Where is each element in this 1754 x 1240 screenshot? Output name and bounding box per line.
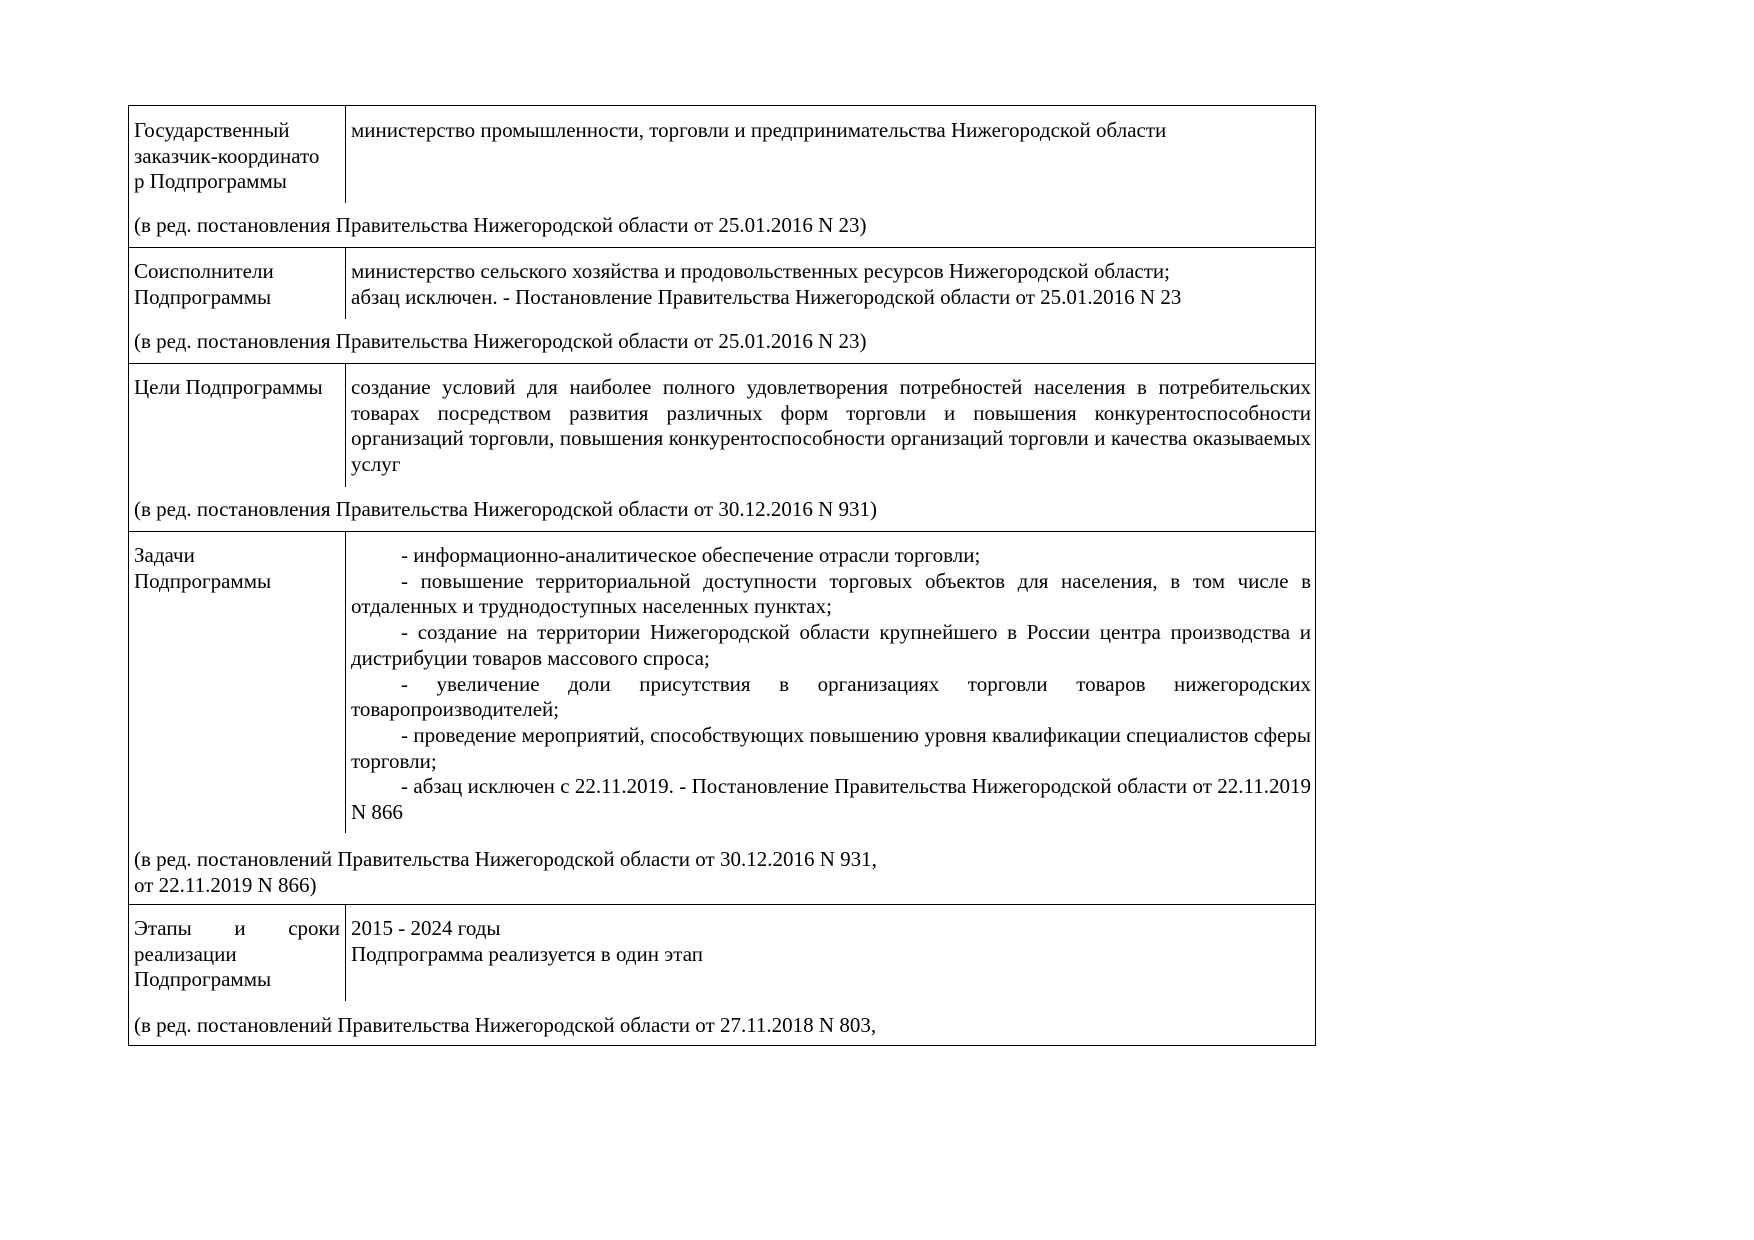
column-divider [345, 905, 346, 1001]
task-item: - информационно-аналитическое обеспечение отрасли торговли; [401, 543, 981, 567]
passport-table [128, 105, 1316, 1046]
label-line: Этапы и сроки [134, 916, 340, 940]
task-item: - повышение территориальной доступности торговых объектов для населения, в том числе в отдаленных и труднодоступных населенных пунктах; [351, 568, 1311, 619]
label-line: Подпрограммы [134, 568, 272, 593]
task-item: - создание на территории Нижегородской области крупнейшего в России центра производства и дистрибуции товаров массового спроса; [351, 620, 1311, 670]
note-line: (в ред. постановления Правительства Нижегородской области от 25.01.2016 N 23) [134, 329, 867, 353]
row-value-stages [351, 916, 1311, 967]
value-text: 2015 - 2024 годы [351, 916, 501, 940]
note-line: от 22.11.2019 N 866) [134, 872, 317, 897]
column-divider [345, 364, 346, 487]
column-divider [345, 532, 346, 833]
note-line: (в ред. постановления Правительства Нижегородской области от 30.12.2016 N 931) [134, 497, 878, 521]
row-divider [129, 904, 1315, 905]
row-label-tasks [134, 543, 340, 594]
row-value-customer [351, 118, 1311, 144]
label-line: Подпрограммы [134, 967, 272, 992]
label-line: реализации [134, 941, 237, 966]
column-divider [345, 248, 346, 319]
task-item: - проведение мероприятий, способствующих повышению уровня квалификации специалистов сферы торговли; [351, 722, 1311, 773]
column-divider [345, 106, 346, 203]
label-line: Цели Подпрограммы [134, 375, 323, 399]
value-text: абзац исключен. - Постановление Правительства Нижегородской области от 25.01.2016 N 23 [351, 284, 1182, 309]
label-line: Государственный [134, 118, 290, 142]
row-label-goals [134, 375, 340, 401]
label-line: Подпрограммы [134, 284, 272, 309]
note-line: (в ред. постановлений Правительства Нижегородской области от 27.11.2018 N 803, [134, 1013, 877, 1037]
value-text: создание условий для наиболее полного удовлетворения потребностей населения в потребительских товарах посредством развития различных форм торговли и повышения конкурентоспособности организаций торговли, повышения конкурентоспособности организаций торговли и качества оказываемых услуг [351, 375, 1311, 477]
amendment-note [134, 1013, 1310, 1039]
task-item: - абзац исключен с 22.11.2019. - Постановление Правительства Нижегородской области от 22.11.2019 N 866 [351, 774, 1311, 825]
label-line: р Подпрограммы [134, 169, 287, 194]
amendment-note [134, 329, 1310, 355]
note-line: (в ред. постановления Правительства Нижегородской области от 25.01.2016 N 23) [134, 213, 867, 237]
value-text: министерство промышленности, торговли и предпринимательства Нижегородской области [351, 118, 1167, 142]
value-text: Подпрограмма реализуется в один этап [351, 941, 703, 966]
value-text: министерство сельского хозяйства и продовольственных ресурсов Нижегородской области; [351, 259, 1170, 283]
row-label-stages [134, 916, 340, 993]
row-label-coexecutors [134, 259, 340, 310]
row-value-goals [351, 375, 1311, 478]
row-value-tasks [351, 543, 1311, 826]
row-value-coexecutors [351, 259, 1311, 310]
note-line: (в ред. постановлений Правительства Нижегородской области от 30.12.2016 N 931, [134, 847, 877, 871]
row-divider [129, 247, 1315, 248]
row-divider [129, 531, 1315, 532]
label-line: Соисполнители [134, 259, 274, 283]
amendment-note [134, 847, 1310, 898]
row-label-customer [134, 118, 340, 195]
label-line: Задачи [134, 543, 195, 567]
label-line: заказчик-координато [134, 143, 320, 168]
row-divider [129, 363, 1315, 364]
task-item: - увеличение доли присутствия в организациях торговли товаров нижегородских товаропроизводителей; [351, 671, 1311, 722]
amendment-note [134, 213, 1310, 239]
amendment-note [134, 497, 1310, 523]
